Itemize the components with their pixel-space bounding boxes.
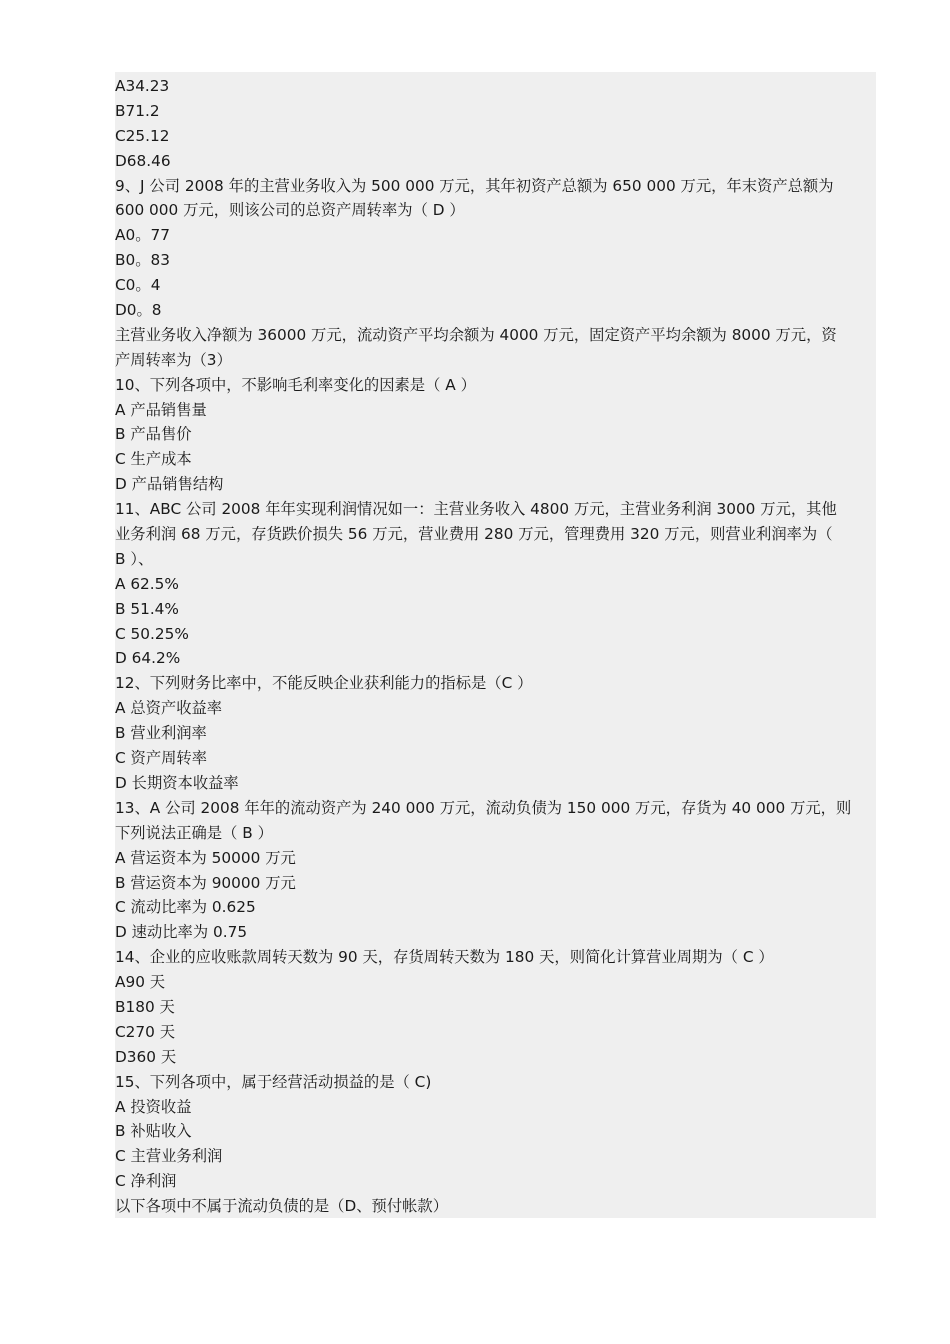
- text-line: C 流动比率为 0.625: [115, 898, 256, 917]
- text-line: B 营业利润率: [115, 724, 207, 743]
- text-line: 600 000 万元，则该公司的总资产周转率为（ D ）: [115, 201, 465, 220]
- text-line: 产周转率为（3）: [115, 350, 232, 369]
- text-line: A34.23: [115, 77, 170, 95]
- text-line: 下列说法正确是（ B ）: [115, 823, 273, 842]
- text-line: C 50.25%: [115, 624, 189, 643]
- text-line: 15、下列各项中，属于经营活动损益的是（ C): [115, 1072, 432, 1091]
- text-line: B 营运资本为 90000 万元: [115, 873, 296, 892]
- text-line: B 产品售价: [115, 425, 192, 444]
- text-line: B71.2: [115, 101, 160, 120]
- text-line: 14、企业的应收账款周转天数为 90 天，存货周转天数为 180 天，则简化计算营业周期为（ C ）: [115, 948, 774, 967]
- text-line: B 51.4%: [115, 599, 179, 618]
- text-line: 10、下列各项中，不影响毛利率变化的因素是（ A ）: [115, 375, 476, 394]
- text-line: D 64.2%: [115, 649, 181, 668]
- text-line: 11、ABC 公司 2008 年年实现利润情况如一：主营业务收入 4800 万元，主营业务利润 3000 万元，其他: [115, 500, 837, 519]
- text-line: D360 天: [115, 1047, 177, 1066]
- text-line: B0。83: [115, 251, 170, 270]
- text-line: C 净利润: [115, 1172, 177, 1191]
- text-line: D 速动比率为 0.75: [115, 923, 248, 942]
- text-line: A90 天: [115, 973, 166, 992]
- text-line: D 长期资本收益率: [115, 773, 239, 792]
- text-line: A 总资产收益率: [115, 699, 223, 718]
- text-line: B180 天: [115, 997, 175, 1016]
- text-line: 13、A 公司 2008 年年的流动资产为 240 000 万元，流动负债为 150 000 万元，存货为 40 000 万元，则: [115, 798, 852, 817]
- text-line: B ）、: [115, 549, 154, 568]
- text-line: D68.46: [115, 151, 171, 170]
- text-line: A0。77: [115, 226, 170, 245]
- text-line: 主营业务收入净额为 36000 万元，流动资产平均余额为 4000 万元，固定资产平均余额为 8000 万元，资: [115, 325, 837, 344]
- text-line: C 主营业务利润: [115, 1147, 223, 1166]
- text-line: C 资产周转率: [115, 749, 208, 768]
- text-line: D 产品销售结构: [115, 475, 224, 494]
- text-line: 9、J 公司 2008 年的主营业务收入为 500 000 万元，其年初资产总额为 650 000 万元，年末资产总额为: [115, 176, 834, 195]
- text-line: D0。8: [115, 301, 162, 320]
- text-line: 12、下列财务比率中，不能反映企业获利能力的指标是（C ）: [115, 674, 533, 693]
- text-line: C25.12: [115, 126, 170, 145]
- text-line: C 生产成本: [115, 450, 192, 469]
- text-line: B 补贴收入: [115, 1122, 192, 1141]
- text-line: 业务利润 68 万元，存货跌价损失 56 万元，营业费用 280 万元，管理费用 320 万元，则营业利润率为（: [115, 525, 833, 544]
- text-line: C270 天: [115, 1022, 176, 1041]
- text-line: A 投资收益: [115, 1097, 192, 1116]
- text-line: A 营运资本为 50000 万元: [115, 848, 296, 867]
- text-line: A 产品销售量: [115, 400, 207, 419]
- document-body: [115, 74, 876, 1219]
- text-line: A 62.5%: [115, 574, 179, 593]
- text-line: 以下各项中不属于流动负债的是（D、预付帐款）: [115, 1197, 449, 1216]
- text-line: C0。4: [115, 276, 161, 295]
